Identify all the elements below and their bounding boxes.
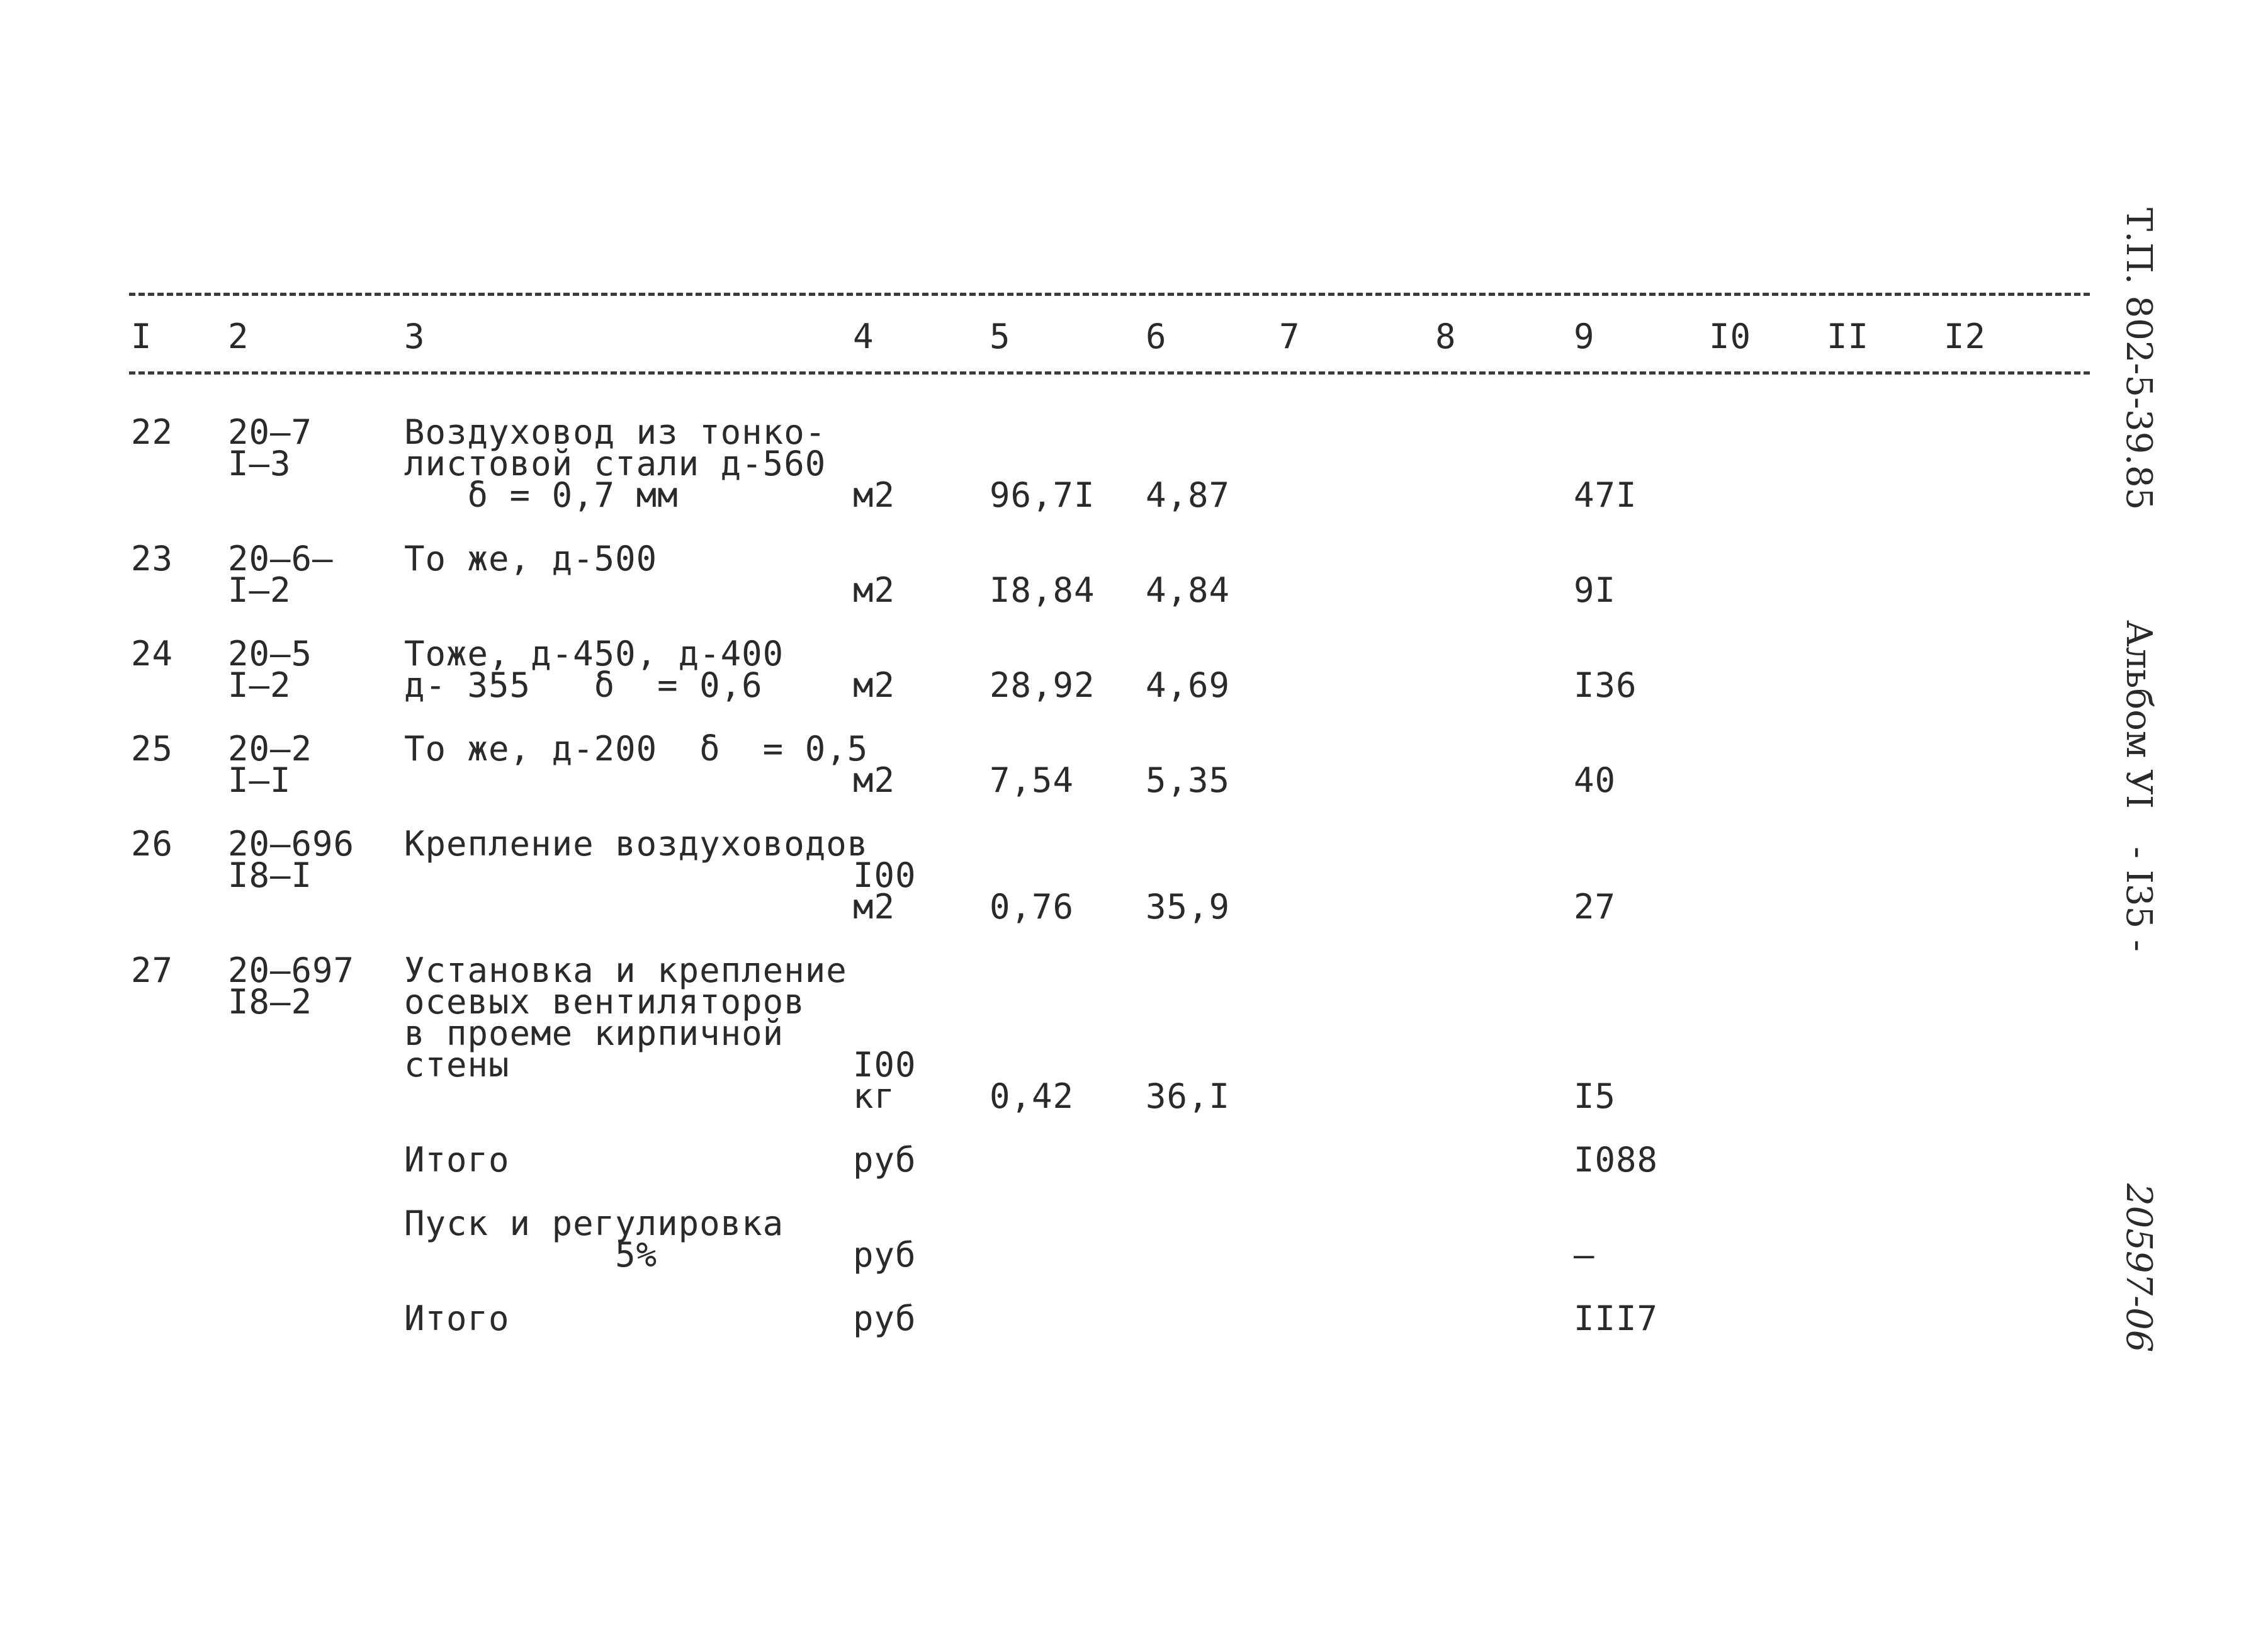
row-number: 26 [131,824,174,864]
total-label: Итого [404,1140,510,1180]
row-code: 20–6– [228,539,334,578]
row-description: осевых вентиляторов [404,982,805,1022]
doc-ref-stamp: Т.П. 802-5-39.85 [2118,208,2159,511]
header-bottom-rule [129,371,2090,375]
total-unit: руб [853,1140,917,1180]
grand-total-value: III7 [1574,1299,1659,1338]
row-unit: м2 [853,760,896,800]
row-code: 20–697 [228,951,355,990]
startup-value: – [1574,1235,1595,1275]
row-col6: 5,35 [1146,760,1231,800]
header-top-rule [129,293,2090,296]
page-number-stamp: - I35 - [2118,847,2159,952]
row-unit: м2 [853,665,896,705]
row-col5: I8,84 [990,570,1095,610]
col-header-12: I2 [1944,317,1987,356]
col-header-3: 3 [404,317,426,356]
row-description: Тоже, д-450, д-400 [404,634,784,674]
row-description: листовой стали д-560 [404,444,827,483]
col-header-8: 8 [1435,317,1457,356]
row-code: I–2 [228,665,291,705]
row-col5: 7,54 [990,760,1075,800]
row-number: 25 [131,729,174,769]
inventory-number-stamp: 20597-06 [2118,1183,2159,1353]
row-col6: 36,I [1146,1076,1231,1116]
row-col5: 28,92 [990,665,1095,705]
row-col9: 9I [1574,570,1616,610]
row-col9: 47I [1574,475,1637,515]
row-col9: 27 [1574,887,1616,927]
grand-total-label: Итого [404,1299,510,1338]
row-col9: I36 [1574,665,1637,705]
row-code: 20–696 [228,824,355,864]
row-code: 20–2 [228,729,313,769]
grand-total-unit: руб [853,1299,917,1338]
row-code: I8–I [228,855,313,895]
col-header-1: I [131,317,152,356]
row-code: I–3 [228,444,291,483]
row-description: То же, д-500 [404,539,658,578]
row-number: 23 [131,539,174,578]
col-header-11: II [1827,317,1870,356]
col-header-6: 6 [1146,317,1167,356]
row-description: Воздуховод из тонко- [404,412,827,452]
row-col6: 4,87 [1146,475,1231,515]
row-code: I–I [228,760,291,800]
row-col9: I5 [1574,1076,1616,1116]
row-col5: 0,42 [990,1076,1075,1116]
row-unit: м2 [853,570,896,610]
row-description: стены [404,1045,510,1085]
row-unit: м2 [853,887,896,927]
row-col9: 40 [1574,760,1616,800]
startup-unit: руб [853,1235,917,1275]
row-unit: I00 [853,855,917,895]
row-col5: 96,7I [990,475,1095,515]
col-header-5: 5 [990,317,1011,356]
row-code: 20–5 [228,634,313,674]
row-number: 24 [131,634,174,674]
row-description: д- 355 δ = 0,6 [404,665,763,705]
row-col5: 0,76 [990,887,1075,927]
album-stamp: Альбом УI [2118,620,2159,809]
row-description: То же, д-200 δ = 0,5 [404,729,869,769]
total-value: I088 [1574,1140,1659,1180]
row-col6: 4,84 [1146,570,1231,610]
row-number: 27 [131,951,174,990]
row-number: 22 [131,412,174,452]
col-header-7: 7 [1279,317,1300,356]
row-code: 20–7 [228,412,313,452]
row-col6: 35,9 [1146,887,1231,927]
row-unit: м2 [853,475,896,515]
col-header-4: 4 [853,317,874,356]
row-unit: I00 [853,1045,917,1085]
col-header-2: 2 [228,317,249,356]
row-code: I8–2 [228,982,313,1022]
row-code: I–2 [228,570,291,610]
col-header-9: 9 [1574,317,1595,356]
row-description: Установка и крепление [404,951,847,990]
row-description: δ = 0,7 мм [404,475,679,515]
row-unit: кг [853,1076,896,1116]
row-col6: 4,69 [1146,665,1231,705]
row-description: в проеме кирпичной [404,1013,784,1053]
startup-percent: 5% [404,1235,658,1275]
row-description: Крепление воздуховодов [404,824,869,864]
startup-label: Пуск и регулировка [404,1204,784,1243]
col-header-10: I0 [1709,317,1752,356]
